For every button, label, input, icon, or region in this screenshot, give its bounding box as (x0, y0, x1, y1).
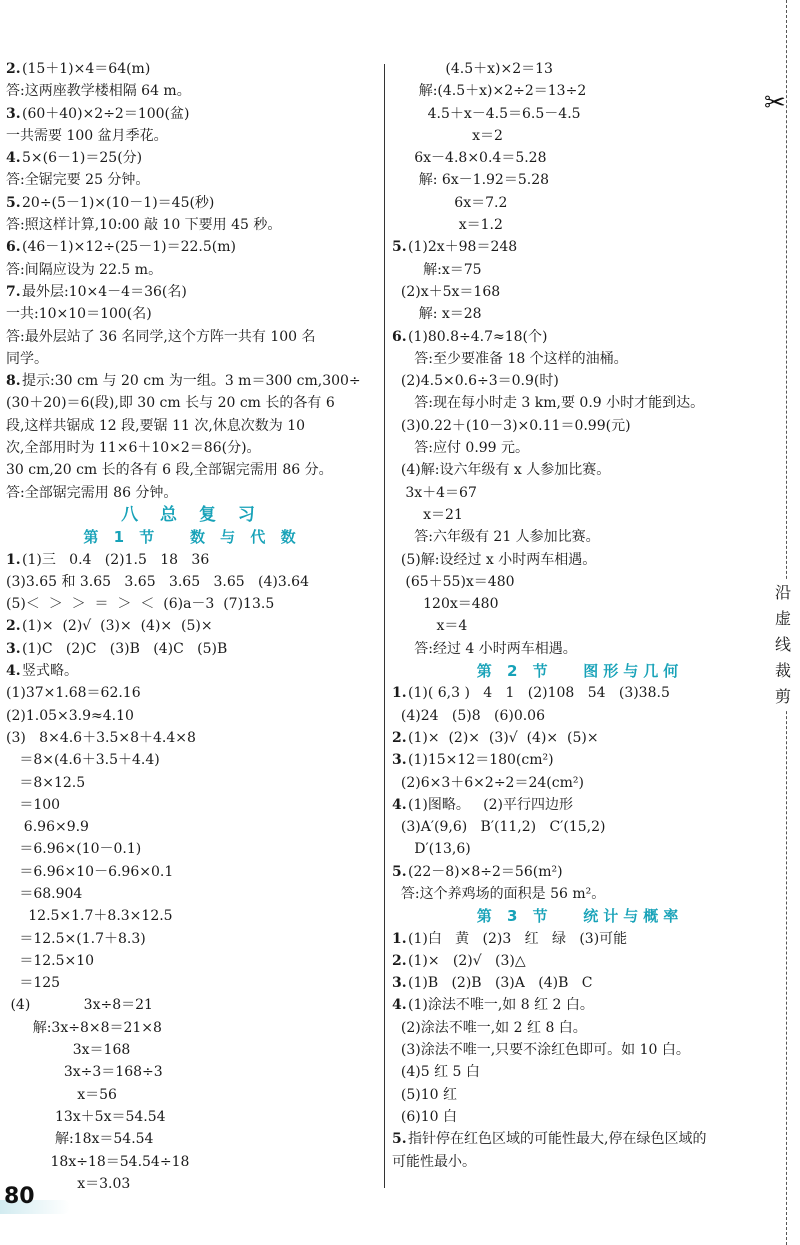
answer-text: 最外层:10×4－4＝36(名) (22, 283, 187, 300)
question-number: 4. (6, 663, 21, 680)
answer-text: (2)6×3＋6×2÷2＝24(cm²) (392, 774, 584, 791)
question-number: 4. (392, 796, 407, 813)
answer-text: (1)2x＋98＝248 (408, 239, 518, 256)
question-number: 3. (392, 975, 407, 992)
answer-text: (5)＜ ＞ ＞ ＝ ＞ ＜ (6)a－3 (7)13.5 (6, 596, 275, 613)
answer-text: x＝21 (392, 506, 463, 523)
answer-line (6, 326, 378, 348)
answer-text: 解: x＝28 (392, 306, 482, 323)
answer-text: (2)4.5×0.6÷3＝0.9(时) (392, 373, 559, 390)
answer-line (6, 1106, 378, 1128)
answer-text: ＝125 (6, 975, 61, 992)
answer-line (6, 950, 378, 972)
answer-line (392, 392, 768, 414)
answer-line (392, 526, 768, 548)
answer-line (392, 727, 768, 749)
question-number: 5. (392, 1131, 407, 1148)
answer-line (392, 504, 768, 526)
answer-line (6, 437, 378, 459)
answer-line (392, 415, 768, 437)
answer-line (392, 103, 768, 125)
answer-line (6, 638, 378, 660)
answer-line (6, 615, 378, 637)
answer-line (6, 972, 378, 994)
answer-text: 次,全部用时为 11×6＋10×2＝86(分)。 (6, 440, 261, 457)
answer-line (392, 459, 768, 481)
answer-text: 答:这个养鸡场的面积是 56 m²。 (392, 885, 606, 902)
question-number: 3. (6, 640, 21, 657)
answer-text: 4.5＋x－4.5＝6.5－4.5 (392, 105, 581, 122)
answer-line (6, 928, 378, 950)
answer-line (6, 749, 378, 771)
answer-line (6, 1084, 378, 1106)
answer-text: ＝6.96×10－6.96×0.1 (6, 863, 174, 880)
answer-line (392, 1061, 768, 1083)
answer-line (6, 682, 378, 704)
answer-line (392, 281, 768, 303)
answer-line (392, 772, 768, 794)
question-number: 4. (392, 997, 407, 1014)
answer-text: 6.96×9.9 (6, 819, 89, 836)
answer-text: (4) 3x÷8＝21 (6, 997, 153, 1014)
answer-text: 解:3x÷8×8＝21×8 (6, 1019, 162, 1036)
answer-line (6, 1128, 378, 1150)
answer-line (6, 1017, 378, 1039)
answer-text: 12.5×1.7＋8.3×12.5 (6, 908, 173, 925)
answer-text: (4.5＋x)×2＝13 (392, 61, 553, 77)
answer-text: (4)解:设六年级有 x 人参加比赛。 (392, 462, 611, 479)
answer-line (6, 214, 378, 236)
answer-text: (30＋20)＝6(段),即 30 cm 长与 20 cm 长的各有 6 (6, 395, 335, 412)
answer-text: (3) 8×4.6＋3.5×8＋4.4×8 (6, 729, 196, 746)
answer-line (6, 883, 378, 905)
question-number: 7. (6, 283, 21, 300)
answer-text: (1)× (2)√ (3)× (4)× (5)× (22, 618, 213, 635)
answer-line (6, 1061, 378, 1083)
answer-text: 指针停在红色区域的可能性最大,停在绿色区域的 (408, 1131, 707, 1148)
answer-line (392, 1128, 768, 1150)
answer-line (392, 994, 768, 1016)
answer-line (392, 838, 768, 860)
question-number: 6. (6, 239, 21, 256)
answer-text: 答:最外层站了 36 名同学,这个方阵一共有 100 名 (6, 328, 316, 345)
answer-line (6, 303, 378, 325)
answer-text: 可能性最小。 (392, 1153, 476, 1170)
answer-text: ＝68.904 (6, 885, 83, 902)
answer-line (6, 593, 378, 615)
question-number: 1. (6, 551, 21, 568)
answer-text: 6x－4.8×0.4＝5.28 (392, 150, 547, 167)
question-number: 2. (392, 729, 407, 746)
answer-line (392, 348, 768, 370)
answer-line (392, 972, 768, 994)
answer-line (392, 192, 768, 214)
answer-text: (3)A′(9,6) B′(11,2) C′(15,2) (392, 819, 606, 836)
answer-line (6, 482, 378, 504)
answer-text: 3x÷3＝168÷3 (6, 1064, 163, 1081)
answer-line (392, 571, 768, 593)
question-number: 8. (6, 373, 21, 390)
answer-text: (46－1)×12÷(25－1)＝22.5(m) (22, 239, 236, 256)
answer-text: (2)涂法不唯一,如 2 红 8 白。 (392, 1019, 587, 1036)
answer-line (6, 370, 378, 392)
answer-line (6, 705, 378, 727)
answer-line (392, 259, 768, 281)
answer-text: ＝100 (6, 796, 61, 813)
answer-text: D′(13,6) (392, 841, 471, 858)
chapter-title: 八 总 复 习 (121, 504, 263, 525)
answer-line (392, 236, 768, 258)
answer-line (392, 816, 768, 838)
answer-text: (60＋40)×2÷2＝100(盆) (22, 105, 190, 122)
answer-text: (4)24 (5)8 (6)0.06 (392, 707, 545, 724)
answer-line (6, 259, 378, 281)
section-title: 第 2 节 图形与几何 (476, 662, 684, 681)
answer-line (392, 615, 768, 637)
answer-text: (22－8)×8÷2＝56(m²) (408, 863, 563, 880)
answer-line (6, 794, 378, 816)
answer-text: x＝2 (392, 127, 503, 144)
answer-text: 解:18x＝54.54 (6, 1131, 154, 1148)
right-column (392, 58, 768, 1173)
column-divider (384, 64, 385, 1188)
question-number: 1. (392, 930, 407, 947)
answer-text: 3x＋4＝67 (392, 484, 477, 501)
answer-text: ＝8×12.5 (6, 774, 86, 791)
answer-text: x＝1.2 (392, 217, 503, 234)
answer-text: x＝4 (392, 618, 468, 635)
answer-line (6, 169, 378, 191)
answer-line (392, 705, 768, 727)
answer-line (392, 950, 768, 972)
answer-text: 解: 6x－1.92＝5.28 (392, 172, 550, 189)
question-number: 6. (392, 328, 407, 345)
answer-text: (15＋1)×4＝64(m) (22, 61, 151, 77)
answer-text: (1)× (2)√ (3)△ (408, 952, 526, 969)
question-number: 2. (6, 61, 21, 77)
answer-line (6, 392, 378, 414)
answer-text: (1)37×1.68＝62.16 (6, 685, 141, 702)
answer-line (392, 326, 768, 348)
answer-text: 30 cm,20 cm 长的各有 6 段,全部锯完需用 86 分。 (6, 462, 333, 479)
answer-text: (3)0.22＋(10－3)×0.11＝0.99(元) (392, 417, 631, 434)
answer-text: (5)解:设经过 x 小时两车相遇。 (392, 551, 597, 568)
answer-line (392, 794, 768, 816)
answer-text: (65＋55)x＝480 (392, 573, 515, 590)
answer-text: 答:这两座教学楼相隔 64 m。 (6, 83, 191, 100)
answer-text: ＝12.5×10 (6, 952, 95, 969)
answer-line (392, 303, 768, 325)
answer-text: 答:间隔应设为 22.5 m。 (6, 261, 163, 278)
answer-text: 18x÷18＝54.54÷18 (6, 1153, 190, 1170)
answer-text: 答:全部锯完需用 86 分钟。 (6, 484, 178, 501)
answer-line (6, 58, 378, 80)
answer-line (392, 1084, 768, 1106)
left-column (6, 58, 378, 1195)
answer-text: 3x＝168 (6, 1042, 131, 1059)
answer-text: 一共:10×10＝100(名) (6, 306, 152, 323)
section-title: 第 1 节 数 与 代 数 (83, 528, 301, 547)
answer-line (392, 928, 768, 950)
answer-line (6, 905, 378, 927)
answer-text: (1)B (2)B (3)A (4)B C (408, 975, 593, 992)
answer-line (392, 125, 768, 147)
answer-line (6, 772, 378, 794)
answer-line (6, 415, 378, 437)
answer-text: (2)1.05×3.9≈4.10 (6, 707, 134, 724)
answer-text: (1)涂法不唯一,如 8 红 2 白。 (408, 997, 594, 1014)
answer-text: (2)x＋5x＝168 (392, 283, 501, 300)
answer-text: (1)( 6,3 ) 4 1 (2)108 54 (3)38.5 (408, 685, 670, 702)
answer-line (6, 816, 378, 838)
answer-line (6, 549, 378, 571)
answer-line (6, 80, 378, 102)
answer-text: (6)10 白 (392, 1108, 457, 1125)
answer-line (6, 147, 378, 169)
question-number: 3. (392, 752, 407, 769)
answer-text: 答:全锯完要 25 分钟。 (6, 172, 150, 189)
answer-text: (1)× (2)× (3)√ (4)× (5)× (408, 729, 599, 746)
answer-text: 提示:30 cm 与 20 cm 为一组。3 m＝300 cm,300÷ (22, 373, 361, 390)
answer-line (6, 281, 378, 303)
question-number: 2. (392, 952, 407, 969)
answer-line (392, 58, 768, 80)
answer-text: (1)图略。 (2)平行四边形 (408, 796, 574, 813)
answer-line (392, 1106, 768, 1128)
answer-line (6, 994, 378, 1016)
answer-text: 6x＝7.2 (392, 194, 508, 211)
answer-text: 答:现在每小时走 3 km,要 0.9 小时才能到达。 (392, 395, 705, 412)
answer-line (6, 125, 378, 147)
question-number: 5. (392, 239, 407, 256)
answer-text: (4)5 红 5 白 (392, 1064, 480, 1081)
answer-line (6, 660, 378, 682)
answer-line (392, 370, 768, 392)
answer-text: 一共需要 100 盆月季花。 (6, 127, 168, 144)
answer-line (6, 192, 378, 214)
answer-text: 竖式略。 (22, 663, 78, 680)
scissors-icon: ✂ (764, 88, 786, 118)
question-number: 5. (392, 863, 407, 880)
answer-line (392, 482, 768, 504)
answer-text: ＝12.5×(1.7＋8.3) (6, 930, 146, 947)
answer-line (392, 749, 768, 771)
answer-text: 5×(6－1)＝25(分) (22, 150, 143, 167)
answer-text: 20÷(5－1)×(10－1)＝45(秒) (22, 194, 215, 211)
cut-along-line-label: 沿 虚 线 裁 剪 (770, 580, 796, 710)
answer-line (392, 147, 768, 169)
answer-line (392, 593, 768, 615)
answer-line (392, 1151, 768, 1173)
answer-text: 同学。 (6, 350, 48, 367)
question-number: 1. (392, 685, 407, 702)
answer-line (6, 1151, 378, 1173)
answer-line (392, 1039, 768, 1061)
answer-line (6, 103, 378, 125)
question-number: 2. (6, 618, 21, 635)
answer-text: (1)80.8÷4.7≈18(个) (408, 328, 548, 345)
answer-line (6, 727, 378, 749)
answer-line (392, 80, 768, 102)
answer-text: (1)白 黄 (2)3 红 绿 (3)可能 (408, 930, 628, 947)
answer-text: 答:经过 4 小时两车相遇。 (392, 640, 577, 657)
question-number: 3. (6, 105, 21, 122)
answer-text: 答:应付 0.99 元。 (392, 440, 530, 457)
answer-text: 120x＝480 (392, 596, 499, 613)
answer-line (392, 1017, 768, 1039)
answer-line (6, 459, 378, 481)
answer-text: 答:六年级有 21 人参加比赛。 (392, 529, 600, 546)
answer-text: (5)10 红 (392, 1086, 457, 1103)
answer-text: 答:至少要准备 18 个这样的油桶。 (392, 350, 628, 367)
answer-text: (3)涂法不唯一,只要不涂红色即可。如 10 白。 (392, 1042, 690, 1059)
answer-text: ＝8×(4.6＋3.5＋4.4) (6, 752, 160, 769)
question-number: 4. (6, 150, 21, 167)
answer-line (392, 883, 768, 905)
answer-text: (1)C (2)C (3)B (4)C (5)B (22, 640, 228, 657)
answer-line (6, 861, 378, 883)
answer-text: (3)3.65 和 3.65 3.65 3.65 3.65 (4)3.64 (6, 573, 309, 590)
answer-line (392, 638, 768, 660)
answer-text: (1)三 0.4 (2)1.5 18 36 (22, 551, 210, 568)
page-number: 80 (4, 1184, 35, 1209)
answer-line (392, 214, 768, 236)
answer-text: 段,这样共锯成 12 段,要锯 11 次,休息次数为 10 (6, 417, 306, 434)
answer-line (392, 549, 768, 571)
answer-line (6, 236, 378, 258)
answer-line (392, 169, 768, 191)
answer-text: (1)15×12＝180(cm²) (408, 752, 554, 769)
answer-line (392, 437, 768, 459)
answer-line (6, 348, 378, 370)
answer-line (392, 861, 768, 883)
answer-line (6, 1039, 378, 1061)
answer-text: 13x＋5x＝54.54 (6, 1108, 166, 1125)
question-number: 5. (6, 194, 21, 211)
section-title: 第 3 节 统计与概率 (476, 907, 684, 926)
answer-text: x＝56 (6, 1086, 117, 1103)
answer-line (6, 1173, 378, 1195)
answer-text: x＝3.03 (6, 1175, 131, 1192)
answer-text: 答:照这样计算,10:00 敲 10 下要用 45 秒。 (6, 217, 282, 234)
answer-text: 解:x＝75 (392, 261, 482, 278)
answer-text: 解:(4.5＋x)×2÷2＝13÷2 (392, 83, 587, 100)
answer-line (6, 571, 378, 593)
answer-text: ＝6.96×(10－0.1) (6, 841, 142, 858)
answer-line (6, 838, 378, 860)
answer-line (392, 682, 768, 704)
